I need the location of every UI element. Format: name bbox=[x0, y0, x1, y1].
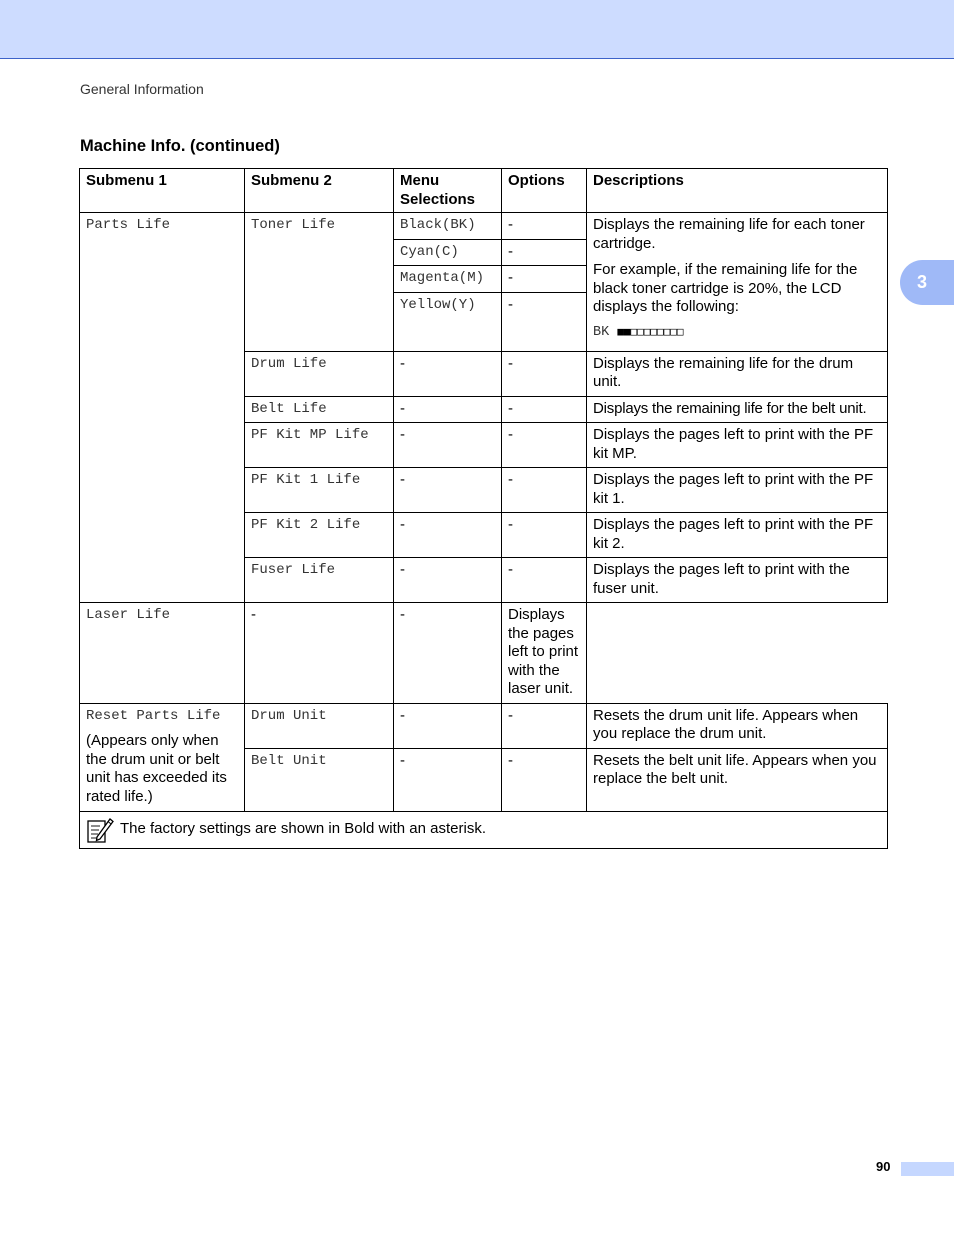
option-cell: - bbox=[502, 213, 587, 240]
page-number: 90 bbox=[876, 1159, 891, 1174]
description-cell: Displays the remaining life for the belt unit. bbox=[587, 396, 888, 423]
option-cell: - bbox=[502, 703, 587, 748]
factory-settings-note: The factory settings are shown in Bold with an asterisk. bbox=[120, 820, 487, 838]
header-descriptions: Descriptions bbox=[587, 169, 888, 213]
lcd-label: BK bbox=[593, 324, 610, 340]
submenu1-parts-life: Parts Life bbox=[80, 213, 245, 603]
submenu2-fuser-life: Fuser Life bbox=[245, 558, 394, 603]
submenu2-toner-life: Toner Life bbox=[245, 213, 394, 352]
selection-cell: - bbox=[394, 351, 502, 396]
note-cell bbox=[80, 811, 888, 848]
lcd-toner-bar: ■■□□□□□□□□ bbox=[617, 324, 684, 338]
table-header-row bbox=[80, 169, 888, 213]
description-cell: Displays the pages left to print with the fuser unit. bbox=[587, 558, 888, 603]
selection-magenta: Magenta(M) bbox=[394, 266, 502, 293]
selection-cell: - bbox=[394, 513, 502, 558]
submenu2-drum-life: Drum Life bbox=[245, 351, 394, 396]
option-cell: - bbox=[394, 603, 502, 704]
selection-cell: - bbox=[394, 423, 502, 468]
submenu2-belt-life: Belt Life bbox=[245, 396, 394, 423]
option-cell: - bbox=[502, 396, 587, 423]
description-cell: Displays the remaining life for the drum unit. bbox=[587, 351, 888, 396]
description-cell: Resets the belt unit life. Appears when you replace the belt unit. bbox=[587, 748, 888, 811]
header-menu-selections: Menu Selections bbox=[394, 169, 502, 213]
selection-cell: - bbox=[394, 558, 502, 603]
description-cell: Displays the pages left to print with the laser unit. bbox=[502, 603, 587, 704]
selection-black: Black(BK) bbox=[394, 213, 502, 240]
note-pencil-icon bbox=[86, 816, 114, 844]
chapter-tab[interactable]: 3 bbox=[900, 260, 954, 305]
table-row bbox=[80, 213, 888, 240]
header-submenu1: Submenu 1 bbox=[80, 169, 245, 213]
lcd-display-example bbox=[593, 323, 881, 343]
reset-parts-life-label: Reset Parts Life bbox=[86, 707, 221, 724]
page-number-bar bbox=[901, 1162, 954, 1176]
selection-cell: - bbox=[245, 603, 394, 704]
selection-cyan: Cyan(C) bbox=[394, 239, 502, 266]
option-cell: - bbox=[502, 748, 587, 811]
description-cell: Displays the pages left to print with the PF kit 1. bbox=[587, 468, 888, 513]
running-head: General Information bbox=[80, 81, 204, 97]
table-row bbox=[80, 703, 888, 748]
selection-cell: - bbox=[394, 468, 502, 513]
submenu2-pf-kit-1-life: PF Kit 1 Life bbox=[245, 468, 394, 513]
selection-cell: - bbox=[394, 396, 502, 423]
option-cell: - bbox=[502, 239, 587, 266]
option-cell: - bbox=[502, 292, 587, 351]
option-cell: - bbox=[502, 423, 587, 468]
machine-info-table bbox=[79, 168, 888, 849]
header-submenu2: Submenu 2 bbox=[245, 169, 394, 213]
option-cell: - bbox=[502, 468, 587, 513]
option-cell: - bbox=[502, 558, 587, 603]
toner-desc-2: For example, if the remaining life for the black toner cartridge is 20%, the LCD displays the following: bbox=[593, 261, 858, 315]
description-cell: Displays the pages left to print with the PF kit 2. bbox=[587, 513, 888, 558]
submenu2-pf-kit-mp-life: PF Kit MP Life bbox=[245, 423, 394, 468]
note-row bbox=[80, 811, 888, 848]
description-cell: Displays the pages left to print with the PF kit MP. bbox=[587, 423, 888, 468]
submenu2-belt-unit: Belt Unit bbox=[245, 748, 394, 811]
option-cell: - bbox=[502, 351, 587, 396]
selection-cell: - bbox=[394, 748, 502, 811]
submenu2-drum-unit: Drum Unit bbox=[245, 703, 394, 748]
toner-description bbox=[587, 213, 888, 352]
header-options: Options bbox=[502, 169, 587, 213]
selection-yellow: Yellow(Y) bbox=[394, 292, 502, 351]
option-cell: - bbox=[502, 266, 587, 293]
submenu2-pf-kit-2-life: PF Kit 2 Life bbox=[245, 513, 394, 558]
table-row bbox=[80, 603, 888, 704]
option-cell: - bbox=[502, 513, 587, 558]
header-band bbox=[0, 0, 954, 59]
submenu2-laser-life: Laser Life bbox=[80, 603, 245, 704]
reset-parts-life-note: (Appears only when the drum unit or belt unit has exceeded its rated life.) bbox=[86, 732, 227, 805]
description-cell: Resets the drum unit life. Appears when you replace the drum unit. bbox=[587, 703, 888, 748]
submenu1-reset-parts-life bbox=[80, 703, 245, 811]
selection-cell: - bbox=[394, 703, 502, 748]
toner-desc-1: Displays the remaining life for each toner cartridge. bbox=[593, 216, 865, 252]
section-title: Machine Info. (continued) bbox=[80, 137, 280, 155]
